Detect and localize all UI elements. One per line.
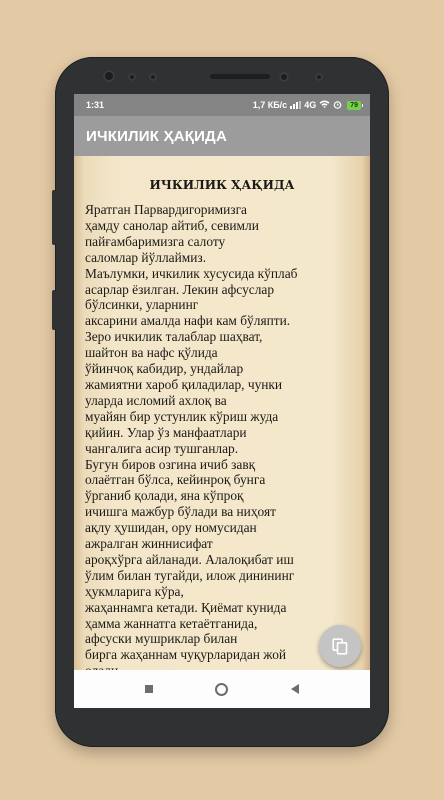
article-line: Бугун биров озгина ичиб завқ bbox=[85, 456, 256, 472]
alarm-icon bbox=[333, 100, 342, 111]
article-line: шайтон ва нафс қўлида bbox=[85, 345, 218, 361]
battery-icon: 79 bbox=[347, 101, 361, 110]
signal-icon bbox=[290, 101, 301, 109]
article-line: жаҳаннамга кетади. Қиёмат кунида bbox=[85, 599, 287, 615]
copy-button[interactable] bbox=[319, 625, 361, 667]
article-line: Маълумки, ичкилик хусусида кўплаб bbox=[85, 265, 298, 281]
article-line: қийин. Улар ўз манфаатлари bbox=[85, 424, 247, 440]
article-line: афсуски мушриклар билан bbox=[85, 631, 238, 647]
article-line: ҳамду санолар айтиб, севимли bbox=[85, 217, 259, 233]
article-content[interactable] bbox=[74, 156, 370, 670]
status-bar bbox=[74, 94, 370, 116]
article-line: ажралган жиннисифат bbox=[85, 536, 213, 552]
sensor-dot bbox=[128, 73, 136, 81]
earpiece-speaker bbox=[210, 74, 270, 79]
article-line: ақлу ҳушидан, ору номусидан bbox=[85, 520, 257, 536]
front-camera bbox=[103, 70, 115, 82]
article-line: чангалига асир тушганлар. bbox=[85, 440, 239, 456]
article-line: асарлар ёзилган. Лекин афсуслар bbox=[85, 281, 275, 297]
copy-icon bbox=[332, 638, 348, 655]
article-line: олаётган бўлса, кейинроқ бунга bbox=[85, 472, 266, 488]
article-heading: ИЧКИЛИК ҲАҚИДА bbox=[149, 178, 295, 192]
article-line: ўрганиб қолади, яна кўпроқ bbox=[85, 488, 244, 504]
back-icon[interactable] bbox=[291, 684, 299, 694]
article-line: ароқхўрга айланади. Алалоқибат иш bbox=[85, 551, 294, 567]
network-speed: 1,7 КБ/с bbox=[252, 100, 288, 110]
article-line: ичишга мажбур бўлади ва ниҳоят bbox=[85, 504, 276, 520]
article-line: саломлар йўллаймиз. bbox=[85, 249, 207, 265]
sensor-dot bbox=[149, 73, 157, 81]
screen bbox=[74, 94, 370, 708]
sensor-dot bbox=[279, 72, 289, 82]
article-body bbox=[85, 202, 360, 695]
article-line: ўлим билан тугайди, илож динининг bbox=[85, 567, 295, 583]
article-line: ҳукмларига кўра, bbox=[85, 583, 184, 599]
article-line: ҳамма жаннатга кетаётганида, bbox=[85, 615, 258, 631]
article-line: бирга жаҳаннам чуқурларидан жой bbox=[85, 647, 287, 663]
app-bar bbox=[74, 116, 370, 156]
article-line: Яратган Парвардигоримизга bbox=[85, 202, 248, 217]
status-time: 1:31 bbox=[86, 100, 105, 110]
article-line: бўлсинки, уларнинг bbox=[85, 297, 199, 313]
article-line: аксарини амалда нафи кам бўляпти. bbox=[85, 313, 291, 329]
status-indicators bbox=[253, 100, 361, 111]
network-type: 4G bbox=[304, 100, 317, 110]
power-button bbox=[52, 290, 56, 330]
home-icon[interactable] bbox=[215, 683, 228, 696]
article-line: ўйинчоқ кабидир, ундайлар bbox=[85, 361, 244, 377]
article-line: Зеро ичкилик талаблар шаҳват, bbox=[85, 329, 263, 345]
wifi-icon bbox=[319, 100, 330, 110]
app-bar-title: ИЧКИЛИК ҲАҚИДА bbox=[86, 127, 227, 145]
recents-icon[interactable] bbox=[145, 685, 153, 693]
volume-button bbox=[52, 190, 56, 245]
article-line: муайян бир устунлик кўриш жуда bbox=[85, 408, 279, 424]
article-line: уларда исломий ахлоқ ва bbox=[85, 392, 227, 408]
system-nav-bar bbox=[74, 670, 370, 708]
article-line: пайғамбаримизга салоту bbox=[85, 233, 226, 249]
sensor-dot bbox=[315, 73, 323, 81]
article-line: жамиятни хароб қиладилар, чунки bbox=[85, 376, 283, 392]
